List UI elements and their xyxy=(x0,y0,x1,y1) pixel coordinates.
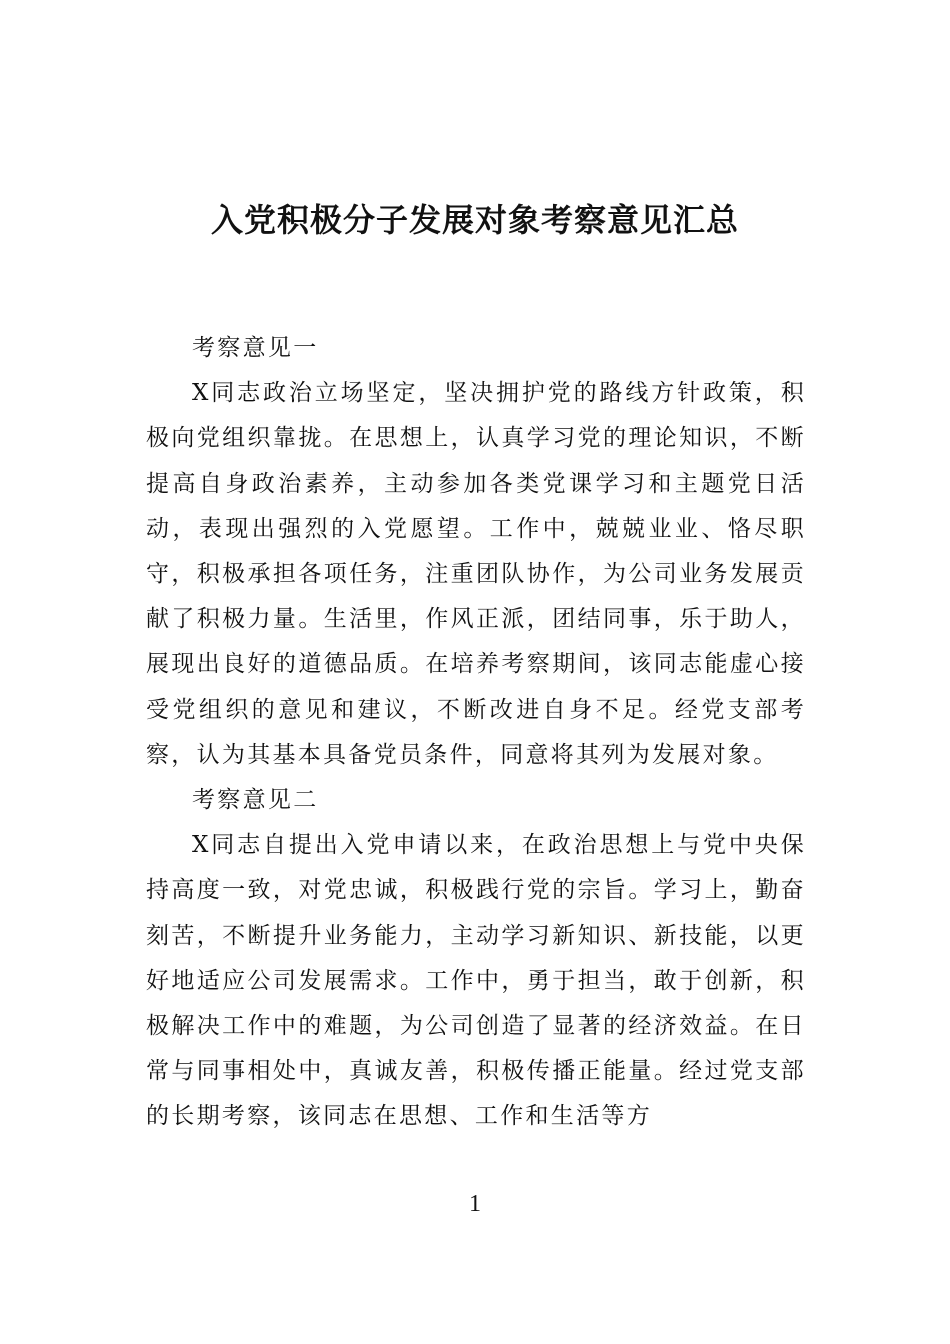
section-paragraph-1: X同志政治立场坚定，坚决拥护党的路线方针政策，积极向党组织靠拢。在思想上，认真学习党的理论知识，不断提高自身政治素养，主动参加各类党课学习和主题党日活动，表现出强烈的入党愿望。工作中，兢兢业业、恪尽职守，积极承担各项任务，注重团队协作，为公司业务发展贡献了积极力量。生活里，作风正派，团结同事，乐于助人，展现出良好的道德品质。在培养考察期间，该同志能虚心接受党组织的意见和建议，不断改进自身不足。经党支部考察，认为其基本具备党员条件，同意将其列为发展对象。 xyxy=(146,380,806,768)
section-paragraph-2: X同志自提出入党申请以来，在政治思想上与党中央保持高度一致，对党忠诚，积极践行党的宗旨。学习上，勤奋刻苦，不断提升业务能力，主动学习新知识、新技能，以更好地适应公司发展需求。工作中，勇于担当，敢于创新，积极解决工作中的难题，为公司创造了显著的经济效益。在日常与同事相处中，真诚友善，积极传播正能量。经过党支部的长期考察，该同志在思想、工作和生活等方 xyxy=(146,832,806,1130)
document-title: 入党积极分子发展对象考察意见汇总 xyxy=(210,201,739,239)
page-number: 1 xyxy=(469,1191,481,1217)
document-body xyxy=(146,326,806,1140)
section-heading-2: 考察意见二 xyxy=(192,787,319,814)
section-heading-1: 考察意见一 xyxy=(192,335,319,361)
